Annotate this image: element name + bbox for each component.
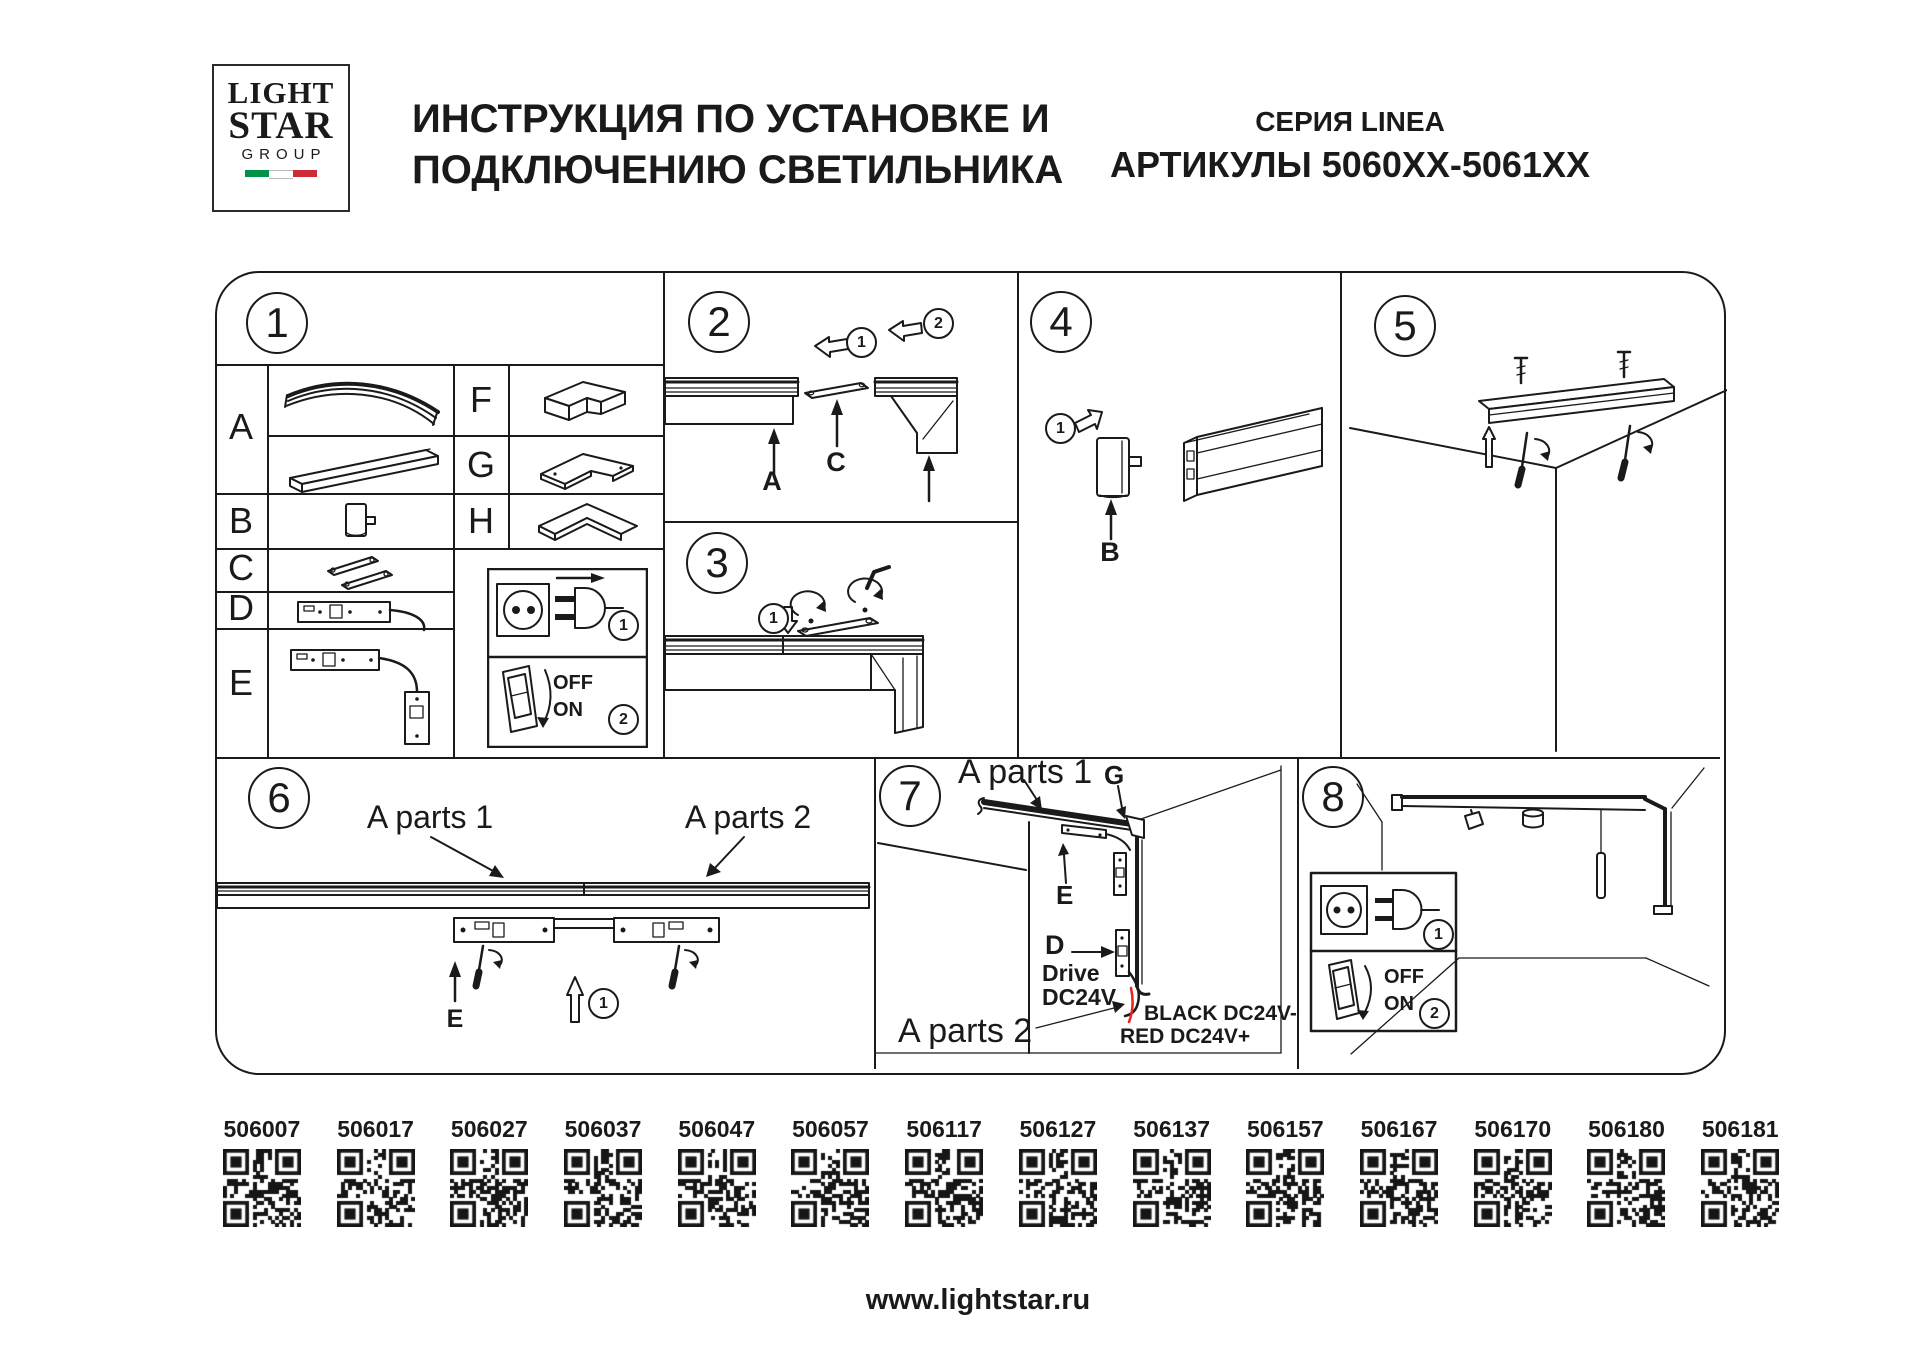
part-row-label-c: C	[228, 547, 254, 588]
section-8-number: 8	[1302, 766, 1364, 828]
part-a-curved-track-drawing	[280, 372, 445, 432]
qr-code	[450, 1149, 528, 1227]
pendant-light-icon	[1597, 810, 1605, 898]
track-assembly	[665, 636, 923, 733]
open-arrow-step1	[815, 337, 848, 357]
qr-item	[1456, 1116, 1570, 1227]
part-row-label-h: H	[468, 500, 494, 541]
step-circle-1: 1	[608, 610, 639, 641]
qr-code	[1019, 1149, 1097, 1227]
arrow-to-corner	[923, 455, 935, 501]
step-circle-2: 2	[923, 308, 954, 339]
switch-off-label: OFF	[1384, 966, 1424, 988]
table-line	[267, 364, 269, 758]
qr-article-number: 506167	[1360, 1116, 1438, 1142]
qr-item	[660, 1116, 774, 1227]
table-line	[217, 364, 663, 366]
qr-code	[1133, 1149, 1211, 1227]
screw-icons	[1515, 352, 1630, 383]
website-url: www.lightstar.ru	[865, 1284, 1091, 1316]
screwdriver-icon	[672, 946, 698, 986]
qr-code	[905, 1149, 983, 1227]
table-line	[217, 548, 663, 550]
step-circle-1: 1	[1045, 413, 1076, 444]
part-row-label-d: D	[228, 587, 254, 628]
lightstar-logo	[212, 64, 350, 212]
qr-item	[774, 1116, 888, 1227]
part-e-corner-power-feed-drawing	[285, 640, 445, 750]
qr-item	[205, 1116, 319, 1227]
qr-code	[1360, 1149, 1438, 1227]
section-8-drawing	[1299, 758, 1722, 1073]
articles-range: АРТИКУЛЫ 5060XX-5061XX	[1109, 144, 1590, 185]
logo-word-light: LIGHT	[227, 75, 335, 110]
part-f-corner-connector-drawing	[525, 372, 650, 428]
screwdriver-icon	[476, 946, 502, 986]
arrow-to-parts2	[706, 837, 744, 877]
part-d-power-feed-drawing	[290, 594, 440, 632]
joined-tracks	[217, 883, 869, 908]
part-a-straight-track-drawing	[280, 440, 445, 495]
qr-article-number: 506007	[223, 1116, 301, 1142]
a-parts-1-label: A parts 1	[958, 753, 1093, 791]
section-2-drawing	[665, 271, 1019, 522]
qr-article-number: 506017	[337, 1116, 414, 1142]
qr-item	[1570, 1116, 1684, 1227]
part-b-end-cap-drawing	[330, 498, 390, 546]
qr-item	[1342, 1116, 1456, 1227]
qr-article-number: 506157	[1246, 1116, 1324, 1142]
page-title-line2: ПОДКЛЮЧЕНИЮ СВЕТИЛЬНИКА	[412, 148, 1064, 192]
section-4-drawing	[1019, 271, 1342, 758]
part-row-label-e: E	[228, 662, 253, 703]
qr-item	[319, 1116, 433, 1227]
track-profile	[1184, 408, 1322, 501]
section-3-drawing	[665, 522, 1019, 756]
qr-item	[432, 1116, 546, 1227]
section-4-number: 4	[1030, 291, 1092, 353]
qr-code	[337, 1149, 415, 1227]
track-piece-a	[665, 378, 798, 424]
black-wire-label: BLACK DC24V-	[1144, 1002, 1297, 1025]
table-line	[453, 364, 455, 758]
section-5-drawing	[1342, 271, 1727, 758]
ceiling-corner-lines	[1350, 390, 1727, 751]
step-circle-2: 2	[608, 704, 639, 735]
spot-light-icon	[1465, 810, 1483, 829]
qr-code	[791, 1149, 869, 1227]
section-5-number: 5	[1374, 295, 1436, 357]
a-parts-1-label: A parts 1	[366, 799, 494, 835]
step-circle-1: 1	[1423, 919, 1454, 950]
qr-code	[1587, 1149, 1665, 1227]
red-wire-label: RED DC24V+	[1120, 1025, 1251, 1048]
step-circle-1: 1	[758, 603, 789, 634]
part-d-driver	[1116, 930, 1129, 976]
driver-label-line1: Drive	[1042, 960, 1100, 986]
switch-on-label: ON	[553, 699, 583, 721]
switch-icon	[1329, 960, 1371, 1020]
section-7-number: 7	[879, 765, 941, 827]
series-name: СЕРИЯ LINEA	[1255, 106, 1445, 137]
part-row-label-a: A	[228, 406, 253, 447]
qr-article-number: 506117	[906, 1116, 982, 1142]
qr-item	[1683, 1116, 1797, 1227]
label-d: D	[1045, 930, 1065, 960]
surface-light-icon	[1523, 810, 1543, 828]
qr-code	[678, 1149, 756, 1227]
socket-icon	[1321, 886, 1367, 934]
label-b: B	[1100, 537, 1120, 567]
section-1-number: 1	[246, 292, 308, 354]
qr-row	[205, 1116, 1797, 1227]
socket-icon	[497, 584, 549, 636]
table-line	[267, 435, 663, 437]
qr-article-number: 506180	[1588, 1116, 1665, 1142]
qr-article-number: 506137	[1133, 1116, 1210, 1142]
label-a: A	[762, 466, 782, 496]
qr-article-number: 506037	[564, 1116, 642, 1142]
part-b-adapter	[1097, 438, 1141, 498]
section-6-number: 6	[248, 767, 310, 829]
qr-article-number: 506047	[678, 1116, 756, 1142]
page-title-line1: ИНСТРУКЦИЯ ПО УСТАНОВКЕ И	[412, 97, 1050, 141]
italian-flag-stripe	[245, 170, 317, 177]
arrow-to-b	[1105, 499, 1117, 539]
hex-key-icon	[867, 567, 889, 588]
connector-plate-c	[805, 383, 868, 398]
qr-item	[887, 1116, 1001, 1227]
qr-article-number: 506027	[450, 1116, 528, 1142]
qr-article-number: 506127	[1019, 1116, 1097, 1142]
part-g-flat-corner-connector-drawing	[525, 440, 650, 490]
red-wire	[1129, 988, 1133, 1022]
qr-article-number: 506181	[1701, 1116, 1779, 1142]
switch-off-label: OFF	[553, 672, 593, 694]
step-circle-1: 1	[846, 327, 877, 358]
part-h-corner-angle-drawing	[525, 496, 650, 546]
open-up-arrow	[567, 977, 583, 1022]
arrow-from-d	[1072, 946, 1115, 958]
logo-word-group: GROUP	[241, 146, 327, 163]
connector-plates	[454, 918, 719, 942]
open-up-arrow	[1483, 427, 1495, 467]
qr-item	[546, 1116, 660, 1227]
section-2-number: 2	[688, 291, 750, 353]
screw-rotation-icons	[791, 567, 889, 624]
qr-item	[1115, 1116, 1229, 1227]
qr-article-number: 506057	[792, 1116, 869, 1142]
screwdriver-icon	[1621, 426, 1653, 478]
mounted-track	[1479, 379, 1674, 423]
corner-track-piece	[875, 378, 957, 453]
label-g: G	[1104, 760, 1125, 790]
switch-icon	[503, 666, 551, 732]
section-3-number: 3	[686, 532, 748, 594]
logo-word-star: STAR	[228, 104, 334, 147]
part-row-label-f: F	[470, 379, 492, 420]
open-arrow-step1	[1075, 410, 1102, 432]
part-row-label-b: B	[228, 500, 253, 541]
qr-item	[1228, 1116, 1342, 1227]
step-circle-2: 2	[1419, 998, 1450, 1029]
a-parts-2-label: A parts 2	[684, 799, 812, 835]
arrow-to-c	[831, 399, 843, 446]
label-c: C	[826, 447, 846, 477]
part-c-connector-plates-drawing	[310, 551, 410, 591]
qr-article-number: 506170	[1474, 1116, 1552, 1142]
arrow-to-e	[449, 961, 461, 1001]
arrow-to-parts1	[431, 837, 504, 878]
arrow-to-e	[1058, 843, 1069, 883]
qr-code	[1474, 1149, 1552, 1227]
part-row-label-g: G	[466, 444, 495, 485]
ceiling-track	[1392, 795, 1672, 914]
label-e: E	[446, 1005, 464, 1033]
label-e: E	[1056, 880, 1074, 910]
qr-code	[223, 1149, 301, 1227]
switch-on-label: ON	[1384, 993, 1414, 1015]
qr-code	[564, 1149, 642, 1227]
a-parts-2-label: A parts 2	[898, 1012, 1033, 1050]
open-arrow-step2	[889, 321, 922, 341]
screwdriver-icon	[1518, 433, 1550, 485]
qr-item	[1001, 1116, 1115, 1227]
driver-label-line2: DC24V	[1042, 984, 1117, 1010]
qr-code	[1701, 1149, 1779, 1227]
step-circle-1: 1	[588, 988, 619, 1019]
qr-code	[1246, 1149, 1324, 1227]
